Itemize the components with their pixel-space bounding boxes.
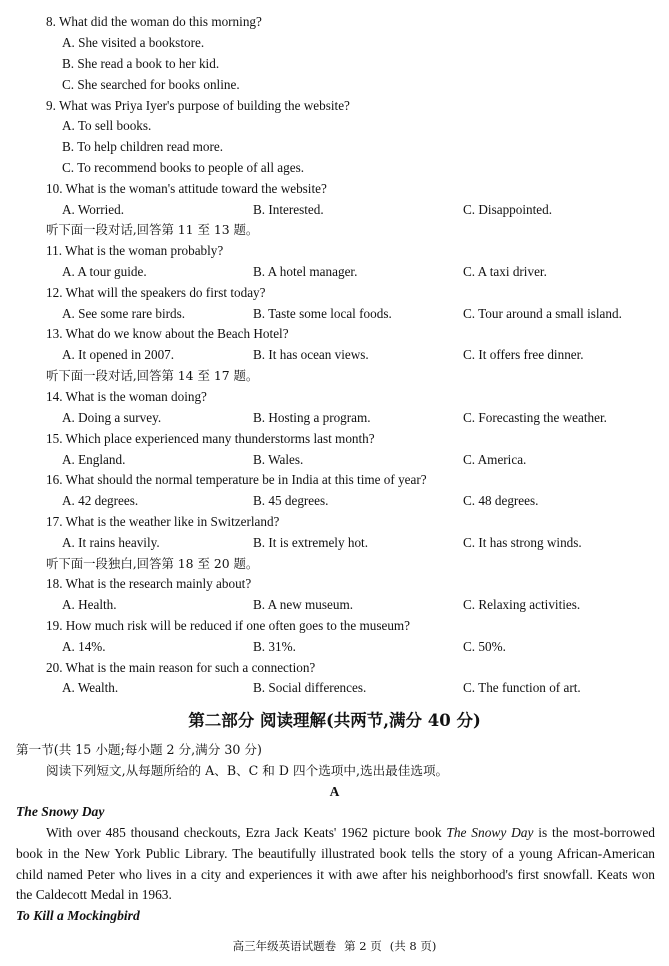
question-stem: 10. What is the woman's attitude toward the website? [46,181,327,196]
page-footer [0,938,669,954]
question-stem: 13. What do we know about the Beach Hotel? [46,326,289,341]
option-a: A. Worried. [62,202,125,217]
question-stem: 20. What is the main reason for such a connection? [46,660,316,675]
option-a: A. See some rare birds. [62,306,186,321]
option-b: B. A new museum. [253,597,354,612]
listening-instruction: 听下面一段独白,回答第 18 至 20 题。 [46,556,259,571]
part-title: 第二部分 阅读理解(共两节,满分 40 分) [188,711,481,730]
option-c: C. The function of art. [463,680,581,695]
option-c: C. To recommend books to people of all ages. [62,160,305,175]
option-c: C. Disappointed. [463,202,553,217]
option-b: B. Taste some local foods. [253,306,392,321]
question-stem: 18. What is the research mainly about? [46,576,252,591]
book-title: The Snowy Day [16,804,105,819]
option-c: C. 50%. [463,639,506,654]
listening-instruction: 听下面一段对话,回答第 11 至 13 题。 [46,222,259,237]
option-c: C. It offers free dinner. [463,347,584,362]
option-b: B. Social differences. [253,680,367,695]
question-stem: 14. What is the woman doing? [46,389,207,404]
section-heading: 第一节(共 15 小题;每小题 2 分,满分 30 分) [16,742,262,757]
option-b: B. 45 degrees. [253,493,329,508]
option-b: B. A hotel manager. [253,264,358,279]
reading-instruction: 阅读下列短文,从每题所给的 A、B、C 和 D 四个选项中,选出最佳选项。 [46,763,449,778]
option-a: A. It rains heavily. [62,535,160,550]
option-a: A. To sell books. [62,118,152,133]
listening-instruction: 听下面一段对话,回答第 14 至 17 题。 [46,368,259,383]
option-a: A. Wealth. [62,680,119,695]
option-b: B. It is extremely hot. [253,535,369,550]
option-b: B. She read a book to her kid. [62,56,220,71]
exam-title: 高三年级英语试题卷 [232,939,337,953]
page-number: 第 2 页 [344,939,382,953]
option-a: A. It opened in 2007. [62,347,175,362]
option-c: C. She searched for books online. [62,77,240,92]
option-c: C. Forecasting the weather. [463,410,607,425]
option-c: C. A taxi driver. [463,264,547,279]
option-a: A. Health. [62,597,117,612]
question-stem: 16. What should the normal temperature be in India at this time of year? [46,472,427,487]
option-c: C. Relaxing activities. [463,597,581,612]
option-b: B. Interested. [253,202,324,217]
option-b: B. Hosting a program. [253,410,371,425]
option-a: A. She visited a bookstore. [62,35,205,50]
question-stem: 17. What is the weather like in Switzerland? [46,514,280,529]
option-a: A. 42 degrees. [62,493,139,508]
option-c: C. It has strong winds. [463,535,582,550]
question-stem: 19. How much risk will be reduced if one often goes to the museum? [46,618,411,633]
option-a: A. England. [62,452,126,467]
option-a: A. 14%. [62,639,106,654]
option-b: B. 31%. [253,639,296,654]
option-b: B. To help children read more. [62,139,224,154]
option-b: B. Wales. [253,452,304,467]
book-title: To Kill a Mockingbird [16,908,140,923]
option-a: A. A tour guide. [62,264,147,279]
passage-paragraph: With over 485 thousand checkouts, Ezra Jack Keats' 1962 picture book The Snowy Day is the most-borrowed book in the New York Public Library. The beautifully illustrated book tells the story of a young African-American child named Peter who lives in a city and experiences it with awe after his neighborhood's first snowfall. Keats won the Caldecott Medal in 1963. [16,825,655,903]
option-c: C. 48 degrees. [463,493,539,508]
question-stem: 8. What did the woman do this morning? [46,14,262,29]
option-c: C. America. [463,452,527,467]
question-stem: 15. Which place experienced many thunderstorms last month? [46,431,375,446]
option-a: A. Doing a survey. [62,410,162,425]
question-stem: 12. What will the speakers do first today? [46,285,266,300]
question-stem: 11. What is the woman probably? [46,243,224,258]
option-c: C. Tour around a small island. [463,306,622,321]
passage-letter: A [329,784,340,799]
page-total: (共 8 页) [389,939,437,953]
question-stem: 9. What was Priya Iyer's purpose of building the website? [46,98,350,113]
option-b: B. It has ocean views. [253,347,369,362]
